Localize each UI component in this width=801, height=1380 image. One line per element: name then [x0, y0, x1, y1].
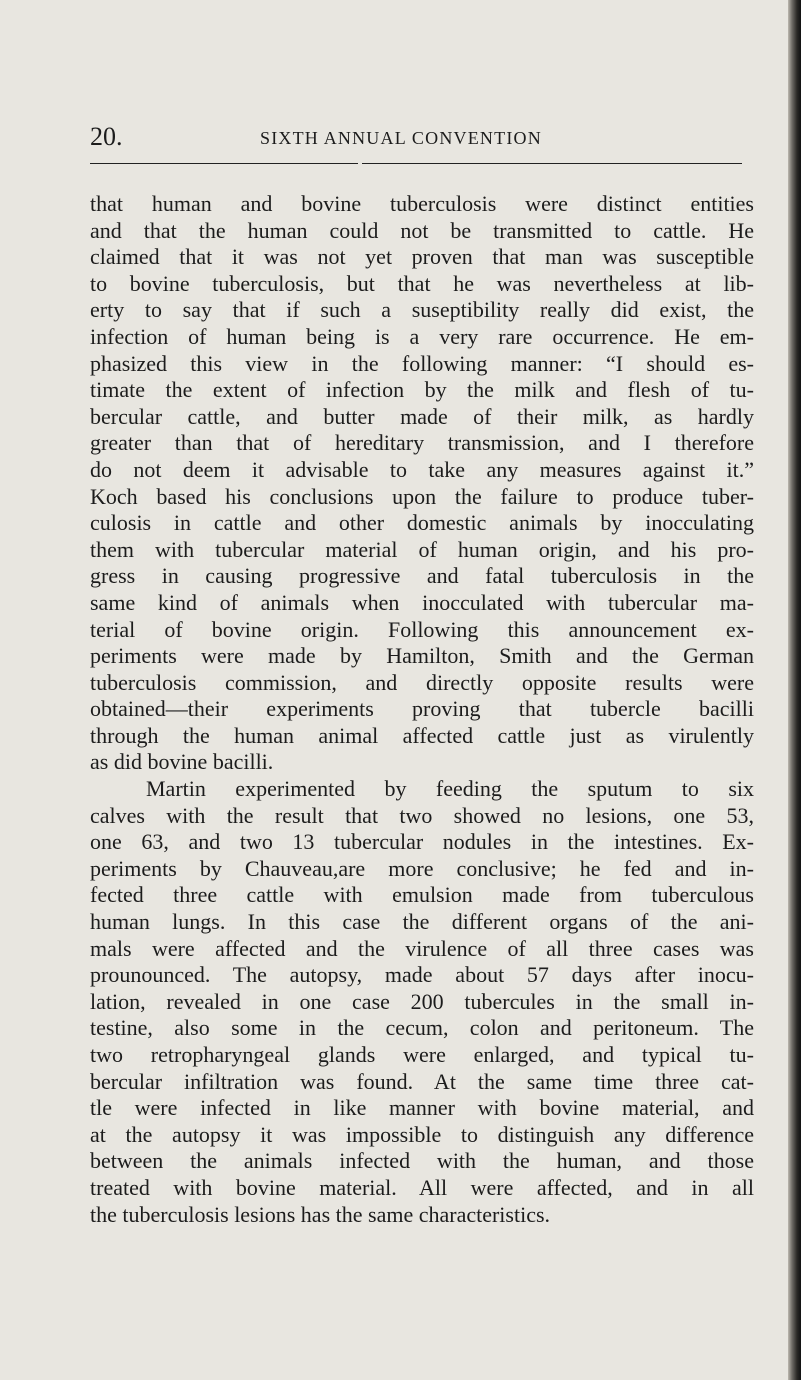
text-line: at the autopsy it was impossible to distinguish any difference — [90, 1121, 754, 1147]
text-line: timate the extent of infection by the milk and flesh of tu- — [90, 377, 754, 403]
text-line: mals were affected and the virulence of all three cases was — [90, 935, 754, 961]
text-line: one 63, and two 13 tubercular nodules in the intestines. Ex- — [90, 829, 754, 855]
text-line: prounounced. The autopsy, made about 57 days after inocu- — [90, 962, 754, 988]
text-line: and that the human could not be transmitted to cattle. He — [90, 217, 754, 243]
header-rule-left — [90, 163, 358, 164]
text-line: bercular infiltration was found. At the same time three cat- — [90, 1068, 754, 1094]
text-line: do not deem it advisable to take any measures against it.” — [90, 456, 754, 482]
text-line: periments by Chauveau,are more conclusive; he fed and in- — [90, 855, 754, 881]
text-line: Martin experimented by feeding the sputum to six — [146, 776, 754, 802]
book-spine-edge — [788, 0, 801, 1380]
text-line: calves with the result that two showed no lesions, one 53, — [90, 802, 754, 828]
text-line: lation, revealed in one case 200 tubercules in the small in- — [90, 988, 754, 1014]
body-text — [90, 191, 754, 1228]
text-line: them with tubercular material of human origin, and his pro- — [90, 536, 754, 562]
text-line: terial of bovine origin. Following this announcement ex- — [90, 616, 754, 642]
text-line: tle were infected in like manner with bovine material, and — [90, 1095, 754, 1121]
page-number: 20. — [90, 122, 123, 151]
paragraph-1 — [90, 191, 754, 776]
text-line: treated with bovine material. All were affected, and in all — [90, 1174, 754, 1200]
running-head: SIXTH ANNUAL CONVENTION — [260, 128, 542, 148]
text-line: as did bovine bacilli. — [90, 749, 274, 775]
page-header — [90, 122, 742, 162]
text-line: to bovine tuberculosis, but that he was nevertheless at lib- — [90, 270, 754, 296]
text-line: the tuberculosis lesions has the same characteristics. — [90, 1201, 551, 1227]
header-rule-right — [362, 163, 742, 164]
text-line: between the animals infected with the human, and those — [90, 1148, 754, 1174]
paragraph-2 — [90, 776, 754, 1228]
text-line: periments were made by Hamilton, Smith and the German — [90, 643, 754, 669]
text-line: human lungs. In this case the different organs of the ani- — [90, 909, 754, 935]
text-line: erty to say that if such a suseptibility really did exist, the — [90, 297, 754, 323]
text-line: infection of human being is a very rare occurrence. He em- — [90, 323, 754, 349]
text-line: phasized this view in the following manner: “I should es- — [90, 350, 754, 376]
text-line: culosis in cattle and other domestic animals by inocculating — [90, 510, 754, 536]
text-line: greater than that of hereditary transmission, and I therefore — [90, 430, 754, 456]
text-line: that human and bovine tuberculosis were distinct entities — [90, 191, 754, 216]
text-line: Koch based his conclusions upon the failure to produce tuber- — [90, 483, 754, 509]
text-line: same kind of animals when inocculated with tubercular ma- — [90, 589, 754, 615]
text-line: through the human animal affected cattle just as virulently — [90, 722, 754, 748]
text-line: two retropharyngeal glands were enlarged, and typical tu- — [90, 1042, 754, 1067]
text-line: obtained—their experiments proving that tubercle bacilli — [90, 696, 754, 722]
text-line: bercular cattle, and butter made of their milk, as hardly — [90, 403, 754, 429]
text-line: gress in causing progressive and fatal tuberculosis in the — [90, 563, 754, 589]
text-line: tuberculosis commission, and directly opposite results were — [90, 669, 754, 695]
text-line: testine, also some in the cecum, colon and peritoneum. The — [90, 1015, 754, 1041]
text-line: fected three cattle with emulsion made from tuberculous — [90, 882, 754, 908]
text-line: claimed that it was not yet proven that man was susceptible — [90, 244, 754, 270]
